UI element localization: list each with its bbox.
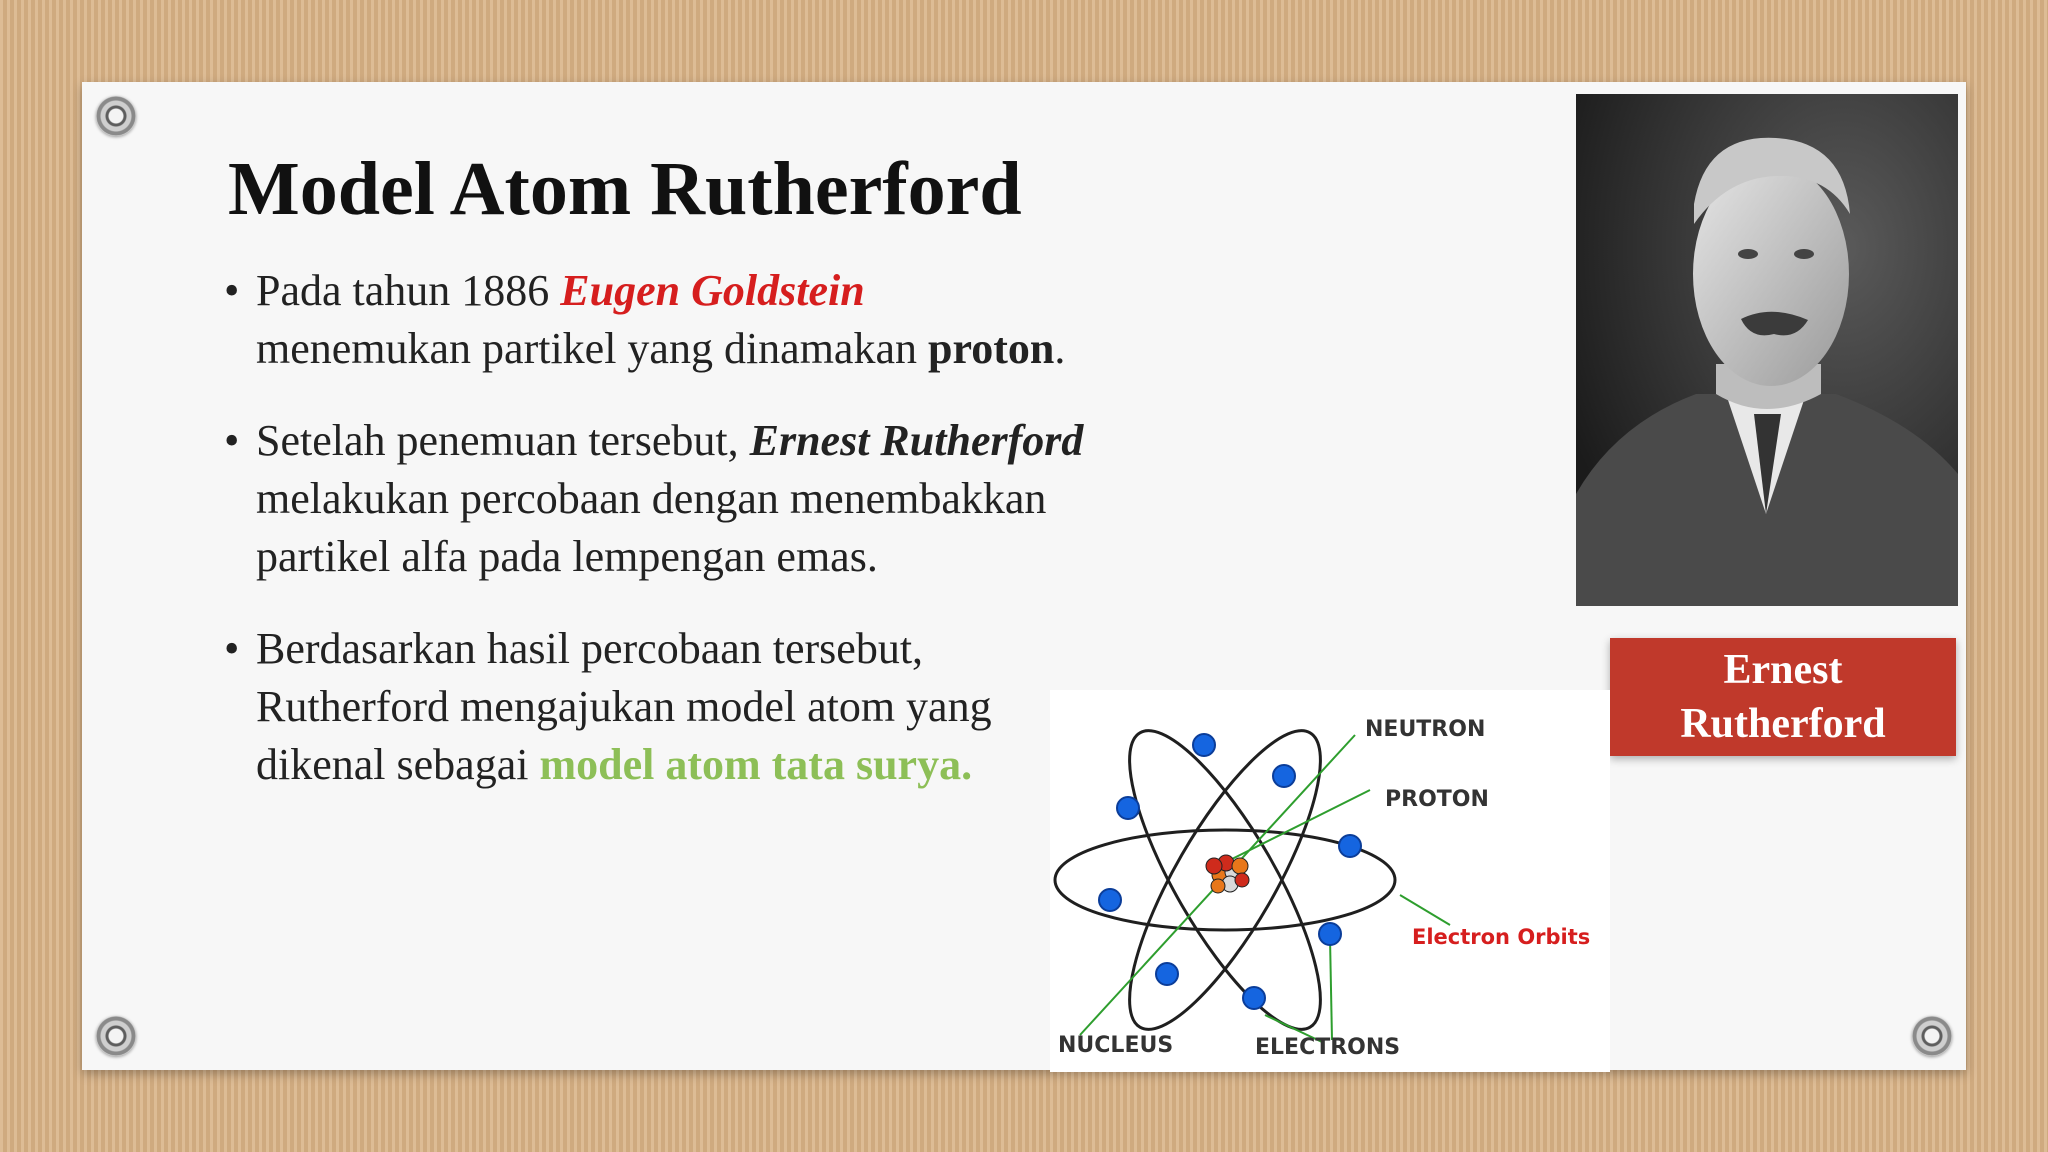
electron-dot bbox=[1193, 734, 1215, 756]
electron-dot bbox=[1243, 987, 1265, 1009]
bullet-item-rutherford-experiment bbox=[220, 412, 1100, 586]
electron-dot bbox=[1156, 963, 1178, 985]
bottom-right-grommet-icon bbox=[1912, 1016, 1952, 1056]
nucleus bbox=[1206, 855, 1249, 893]
orbits-pointer bbox=[1400, 895, 1450, 925]
top-left-grommet-icon bbox=[96, 96, 136, 136]
rutherford-name: Ernest Rutherford bbox=[749, 416, 1084, 465]
electrons-label: ELECTRONS bbox=[1255, 1035, 1401, 1060]
bullet-text: Berdasarkan hasil percobaan tersebut, Rutherford mengajukan model atom yang dikenal sebagai bbox=[256, 624, 992, 789]
bullet-dot-icon: • bbox=[224, 624, 240, 673]
bullet-item-goldstein bbox=[220, 262, 1100, 378]
bullet-item-model bbox=[220, 620, 1076, 794]
electron-orbits-label: Electron Orbits bbox=[1412, 925, 1591, 949]
portrait-caption bbox=[1610, 638, 1956, 756]
bullet-dot-icon: • bbox=[224, 266, 240, 315]
proton-term: proton bbox=[928, 324, 1055, 373]
slide-title: Model Atom Rutherford bbox=[228, 147, 1022, 231]
electron-dot bbox=[1339, 835, 1361, 857]
bullet-list bbox=[220, 262, 1100, 828]
bullet-text: melakukan percobaan dengan menembakkan partikel alfa pada lempengan emas. bbox=[256, 474, 1047, 581]
goldstein-name: Eugen Goldstein bbox=[560, 266, 865, 315]
bullet-text: Setelah penemuan tersebut, bbox=[256, 416, 750, 465]
neutron-label: NEUTRON bbox=[1365, 717, 1486, 742]
electrons-pointer-b bbox=[1330, 938, 1332, 1040]
electron-dot bbox=[1319, 923, 1341, 945]
proton-label: PROTON bbox=[1385, 787, 1489, 812]
bullet-text: . bbox=[1054, 324, 1066, 373]
model-name: model atom tata surya. bbox=[539, 740, 973, 789]
bullet-text: Pada tahun 1886 bbox=[256, 266, 561, 315]
electron-dot bbox=[1117, 797, 1139, 819]
bottom-left-grommet-icon bbox=[96, 1016, 136, 1056]
electron-dot bbox=[1099, 889, 1121, 911]
rutherford-portrait bbox=[1576, 94, 1958, 606]
electron-dot bbox=[1273, 765, 1295, 787]
nucleus-label: NUCLEUS bbox=[1058, 1033, 1174, 1058]
atom-diagram bbox=[1050, 690, 1610, 1072]
bullet-text: menemukan partikel yang dinamakan bbox=[256, 324, 928, 373]
bullet-dot-icon: • bbox=[224, 416, 240, 465]
caption-text: Ernest Rutherford bbox=[1680, 647, 1886, 747]
